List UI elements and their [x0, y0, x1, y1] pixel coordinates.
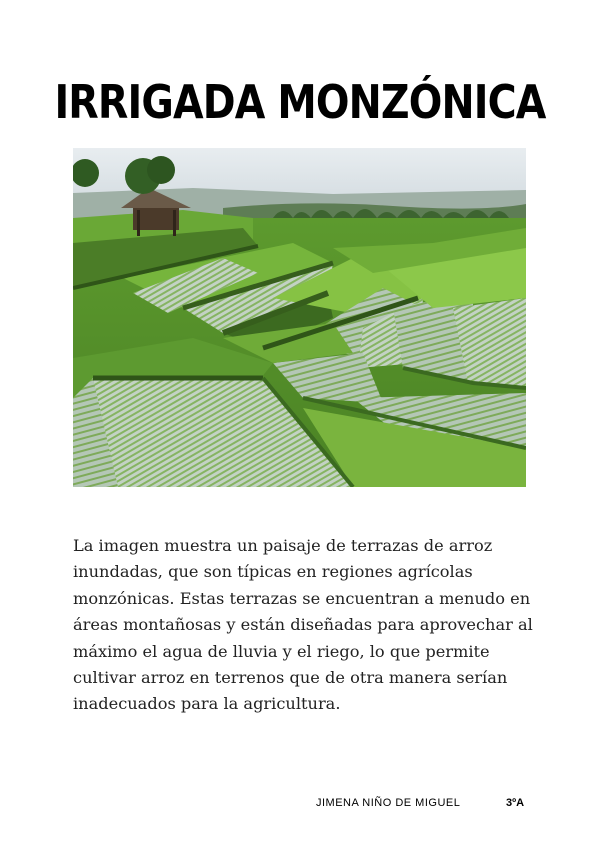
class-grade: 3ºA [506, 797, 525, 809]
page-title: IRRIGADA MONZÓNICA [54, 75, 546, 129]
description-paragraph [73, 533, 533, 718]
rice-terraces-photo [73, 148, 526, 487]
author-name: JIMENA NIÑO DE MIGUEL [316, 797, 461, 809]
description-text: La imagen muestra un paisaje de terrazas de arroz inundadas, que son típicas en regiones agrícolas monzónicas. Estas terrazas se encuentran a menudo en áreas montañosas y están diseñadas para aprovechar al máximo el agua de lluvia y el riego, lo que permite cultivar arroz en terrenos que de otra manera serían inadecuados para la agricultura. [73, 536, 533, 714]
